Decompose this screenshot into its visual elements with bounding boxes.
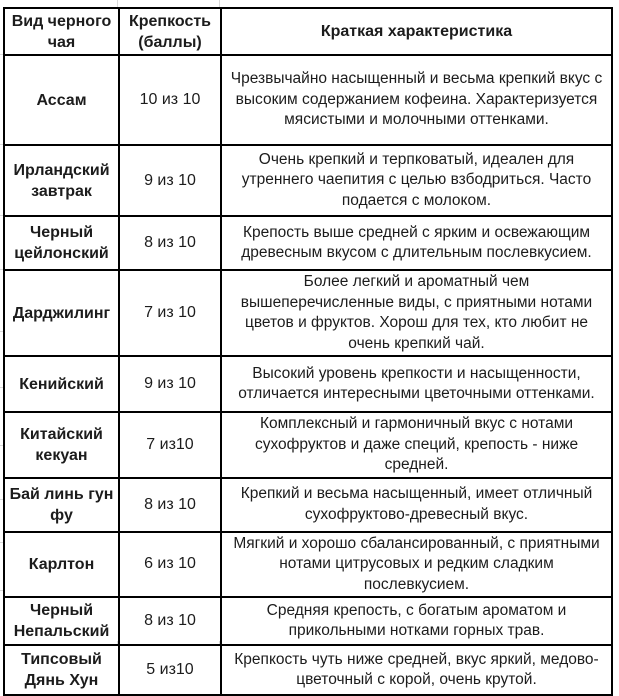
tea-name-cell: Карлтон — [4, 532, 119, 598]
strength-cell: 7 из10 — [119, 412, 221, 478]
gridline-stub — [219, 0, 220, 7]
tea-name-cell: Черный цейлонский — [4, 216, 119, 270]
strength-cell: 9 из 10 — [119, 356, 221, 412]
tea-strength-table — [3, 7, 613, 696]
tea-name-cell: Ассам — [4, 55, 119, 145]
description-cell: Крепость выше средней с ярким и освежающим древесным вкусом с длительным послевкусием. — [221, 216, 612, 270]
description-cell: Крепкий и весьма насыщенный, имеет отличный сухофруктово-древесный вкус. — [221, 478, 612, 532]
table-row — [4, 270, 612, 356]
tea-name-cell: Ирландский завтрак — [4, 145, 119, 216]
strength-cell: 8 из 10 — [119, 478, 221, 532]
header-strength: Крепкость (баллы) — [119, 8, 221, 55]
description-cell: Мягкий и хорошо сбалансированный, с приятными нотами цитрусовых и редким сладким послевкусием. — [221, 532, 612, 598]
strength-cell: 10 из 10 — [119, 55, 221, 145]
strength-cell: 6 из 10 — [119, 532, 221, 598]
description-cell: Крепкость чуть ниже средней, вкус яркий, медово-цветочный с корой, очень крутой. — [221, 645, 612, 695]
description-cell: Очень крепкий и терпковатый, идеален для утреннего чаепития с целью взбодриться. Часто подается с молоком. — [221, 145, 612, 216]
header-row — [4, 8, 612, 55]
table-row — [4, 597, 612, 645]
tea-name-cell: Дарджилинг — [4, 270, 119, 356]
table-row — [4, 145, 612, 216]
description-cell: Средняя крепость, с богатым ароматом и прикольными нотками горных трав. — [221, 597, 612, 645]
table-row — [4, 645, 612, 695]
tea-name-cell: Бай линь гун фу — [4, 478, 119, 532]
header-description: Краткая характеристика — [221, 8, 612, 55]
strength-cell: 8 из 10 — [119, 597, 221, 645]
header-tea-type: Вид черного чая — [4, 8, 119, 55]
strength-cell: 5 из10 — [119, 645, 221, 695]
tea-name-cell: Черный Непальский — [4, 597, 119, 645]
table-row — [4, 478, 612, 532]
table-row — [4, 356, 612, 412]
tea-name-cell: Китайский кекуан — [4, 412, 119, 478]
strength-cell: 7 из 10 — [119, 270, 221, 356]
tea-name-cell: Типсовый Дянь Хун — [4, 645, 119, 695]
description-cell: Чрезвычайно насыщенный и весьма крепкий вкус с высоким содержанием кофеина. Характеризуется мясистыми и молочными оттенками. — [221, 55, 612, 145]
strength-cell: 9 из 10 — [119, 145, 221, 216]
table-row — [4, 412, 612, 478]
table-row — [4, 532, 612, 598]
strength-cell: 8 из 10 — [119, 216, 221, 270]
tea-name-cell: Кенийский — [4, 356, 119, 412]
description-cell: Более легкий и ароматный чем вышеперечисленные виды, с приятными нотами цветов и фруктов. Хорош для тех, кто любит не очень крепкий чай. — [221, 270, 612, 356]
gridline-stub — [117, 0, 118, 7]
table-row — [4, 216, 612, 270]
table-row — [4, 55, 612, 145]
description-cell: Высокий уровень крепкости и насыщенности, отличается интересными цветочными оттенками. — [221, 356, 612, 412]
description-cell: Комплексный и гармоничный вкус с нотами сухофруктов и даже специй, крепость - ниже средней. — [221, 412, 612, 478]
